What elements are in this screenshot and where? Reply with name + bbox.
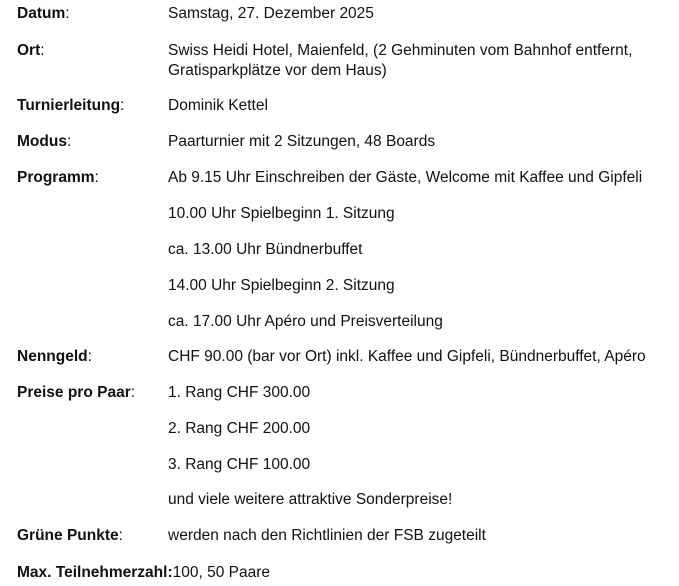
label-preise [17, 383, 135, 403]
label-gruene-punkte-text: Grüne Punkte [17, 527, 119, 544]
label-programm [17, 168, 99, 188]
value-ort-line1: Swiss Heidi Hotel, Maienfeld, (2 Gehminuten vom Bahnhof entfernt, [168, 42, 633, 59]
programm-item: 14.00 Uhr Spielbeginn 2. Sitzung [168, 277, 395, 294]
label-modus-text: Modus [17, 133, 67, 150]
value-ort-line2: Gratisparkplätze vor dem Haus) [168, 62, 387, 79]
label-nenngeld-text: Nenngeld [17, 348, 88, 365]
programm-item: ca. 13.00 Uhr Bündnerbuffet [168, 241, 363, 258]
preise-item: 3. Rang CHF 100.00 [168, 456, 311, 473]
value-gruene-punkte: werden nach den Richtlinien der FSB zugeteilt [168, 527, 486, 544]
label-colon: : [40, 42, 45, 59]
label-colon: : [65, 5, 70, 22]
programm-item: Ab 9.15 Uhr Einschreiben der Gäste, Welcome mit Kaffee und Gipfeli [168, 169, 643, 186]
preise-item: 2. Rang CHF 200.00 [168, 420, 311, 437]
label-colon: : [130, 384, 136, 401]
programm-item: ca. 17.00 Uhr Apéro und Preisverteilung [168, 313, 443, 330]
label-colon: : [120, 97, 125, 114]
preise-item: und viele weitere attraktive Sonderpreise! [168, 491, 453, 508]
row-max-teilnehmerzahl [17, 563, 270, 583]
label-gruene-punkte [17, 526, 123, 546]
label-max-teilnehmerzahl: Max. Teilnehmerzahl: [17, 564, 173, 581]
label-colon: : [118, 527, 123, 544]
label-preise-text: Preise pro Paar [17, 384, 131, 401]
label-modus [17, 132, 71, 152]
programm-item: 10.00 Uhr Spielbeginn 1. Sitzung [168, 205, 395, 222]
label-turnierleitung-text: Turnierleitung [17, 97, 121, 114]
preise-item: 1. Rang CHF 300.00 [168, 384, 311, 401]
label-datum [17, 4, 70, 24]
label-turnierleitung [17, 96, 124, 116]
value-turnierleitung: Dominik Kettel [168, 97, 268, 114]
value-nenngeld: CHF 90.00 (bar vor Ort) inkl. Kaffee und Gipfeli, Bündnerbuffet, Apéro [168, 348, 646, 365]
value-ort [168, 41, 632, 81]
label-ort-text: Ort [17, 42, 41, 59]
value-datum: Samstag, 27. Dezember 2025 [168, 5, 374, 22]
label-ort [17, 41, 45, 61]
label-datum-text: Datum [17, 5, 66, 22]
label-programm-text: Programm [17, 169, 95, 186]
label-colon: : [94, 169, 99, 186]
value-modus: Paarturnier mit 2 Sitzungen, 48 Boards [168, 133, 436, 150]
label-nenngeld [17, 347, 92, 367]
label-colon: : [87, 348, 92, 365]
value-max-teilnehmerzahl: 100, 50 Paare [172, 564, 271, 581]
label-colon: : [66, 133, 72, 150]
